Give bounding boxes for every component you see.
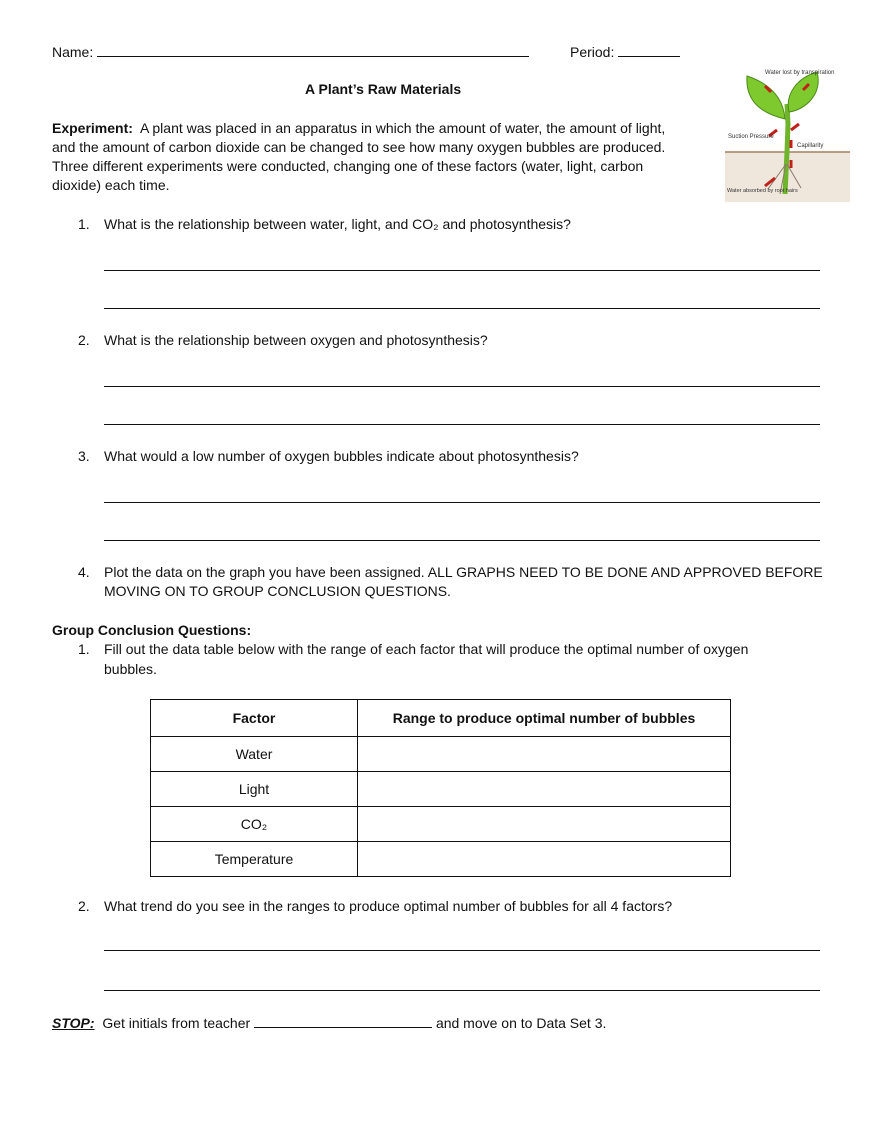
figure-label-roots: Water absorbed by root hairs — [727, 188, 798, 194]
name-label: Name: — [52, 44, 94, 60]
header-factor: Factor — [151, 700, 358, 737]
answer-line[interactable] — [104, 424, 820, 425]
table-header-row — [151, 700, 731, 737]
table-row — [151, 842, 731, 877]
period-field[interactable] — [618, 42, 680, 57]
gq1-text-2: bubbles. — [104, 661, 157, 677]
period-label: Period: — [570, 44, 615, 60]
factor-table — [150, 699, 731, 877]
factor-cell: CO₂ — [151, 807, 358, 842]
experiment-line-1 — [52, 119, 665, 138]
q1-number: 1. — [78, 216, 90, 232]
experiment-label: Experiment: — [52, 120, 133, 136]
teacher-initials-field[interactable] — [254, 1013, 432, 1028]
range-cell[interactable] — [358, 772, 731, 807]
answer-line[interactable] — [104, 270, 820, 271]
experiment-line-3: Three different experiments were conducted, changing one of these factors (water, light, carbon — [52, 158, 644, 174]
gq1-number: 1. — [78, 641, 90, 657]
stop-row — [52, 1013, 606, 1033]
factor-cell: Water — [151, 737, 358, 772]
q4-text-2: MOVING ON TO GROUP CONCLUSION QUESTIONS. — [104, 583, 451, 599]
figure-label-capillarity: Capillarity — [797, 143, 824, 149]
name-field[interactable] — [97, 42, 529, 57]
q4-text-1: Plot the data on the graph you have been assigned. ALL GRAPHS NEED TO BE DONE AND APPROVED BEFORE — [104, 564, 823, 580]
range-cell[interactable] — [358, 842, 731, 877]
stop-text-2: and move on to Data Set 3. — [435, 1015, 607, 1031]
q3-text: What would a low number of oxygen bubbles indicate about photosynthesis? — [104, 448, 579, 464]
period-row — [570, 42, 680, 62]
factor-cell: Light — [151, 772, 358, 807]
factor-cell: Temperature — [151, 842, 358, 877]
header-range: Range to produce optimal number of bubbles — [358, 700, 731, 737]
gq2-number: 2. — [78, 898, 90, 914]
q4-number: 4. — [78, 564, 90, 580]
gq1-text-1: Fill out the data table below with the range of each factor that will produce the optimal number of oxygen — [104, 641, 749, 657]
stop-text-1: Get initials from teacher — [102, 1015, 251, 1031]
table-row — [151, 772, 731, 807]
figure-label-top: Water lost by transpiration — [765, 70, 835, 76]
q2-number: 2. — [78, 332, 90, 348]
q3-number: 3. — [78, 448, 90, 464]
experiment-line-4: dioxide) each time. — [52, 177, 170, 193]
q2-text: What is the relationship between oxygen and photosynthesis? — [104, 332, 488, 348]
answer-line[interactable] — [104, 540, 820, 541]
answer-line[interactable] — [104, 950, 820, 951]
gq2-text: What trend do you see in the ranges to produce optimal number of bubbles for all 4 factors? — [104, 898, 673, 914]
answer-line[interactable] — [104, 308, 820, 309]
answer-line[interactable] — [104, 990, 820, 991]
plant-diagram — [725, 64, 850, 204]
answer-line[interactable] — [104, 502, 820, 503]
table-row — [151, 807, 731, 842]
q1-text: What is the relationship between water, light, and CO₂ and photosynthesis? — [104, 216, 571, 232]
experiment-text: A plant was placed in an apparatus in which the amount of water, the amount of light, — [139, 120, 666, 136]
range-cell[interactable] — [358, 807, 731, 842]
experiment-line-2: and the amount of carbon dioxide can be changed to see how many oxygen bubbles are produced. — [52, 139, 666, 155]
page-title: A Plant’s Raw Materials — [305, 81, 462, 97]
table-row — [151, 737, 731, 772]
name-row — [52, 42, 529, 62]
stop-label: STOP: — [52, 1015, 95, 1031]
range-cell[interactable] — [358, 737, 731, 772]
group-heading: Group Conclusion Questions: — [52, 622, 252, 638]
figure-label-suction: Suction Pressure — [728, 134, 774, 140]
answer-line[interactable] — [104, 386, 820, 387]
